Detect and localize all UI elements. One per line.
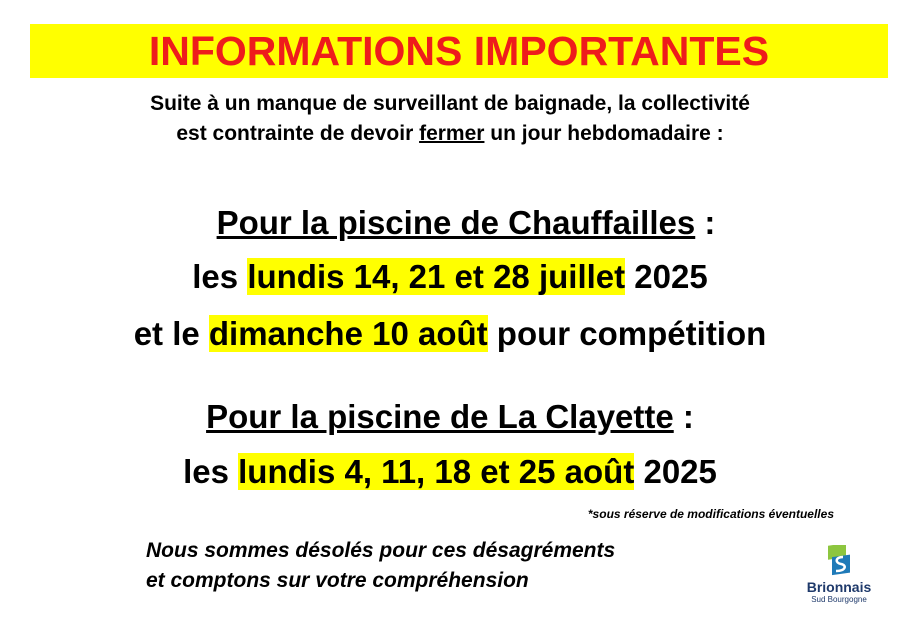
logo-name: Brionnais	[806, 579, 872, 595]
chauffailles-extra-date	[0, 314, 900, 354]
brionnais-logo	[798, 545, 880, 609]
page-title: INFORMATIONS IMPORTANTES	[148, 28, 770, 74]
chauffailles-heading-colon: :	[695, 204, 716, 241]
intro-line-2	[0, 119, 900, 149]
chauffailles-dates	[0, 257, 900, 297]
la-clayette-heading-colon: :	[673, 398, 694, 435]
chauffailles-dates-highlight: lundis 14, 21 et 28 juillet	[247, 258, 626, 295]
header-banner	[30, 24, 888, 78]
chauffailles-extra-highlight: dimanche 10 août	[208, 315, 488, 352]
intro-line-2-start: est contrainte de devoir	[176, 122, 420, 145]
chauffailles-dates-prefix: les	[192, 258, 248, 295]
closing-message	[146, 536, 615, 596]
intro-line-2-end: un jour hebdomadaire :	[484, 122, 724, 145]
chauffailles-extra-suffix: pour compétition	[487, 315, 767, 352]
chauffailles-heading-text: Pour la piscine de Chauffailles	[216, 204, 696, 241]
disclaimer-note: *sous réserve de modifications éventuelles	[587, 507, 834, 521]
intro-text	[0, 89, 900, 149]
chauffailles-extra-prefix: et le	[133, 315, 209, 352]
intro-underlined-word: fermer	[419, 122, 485, 145]
chauffailles-dates-year: 2025	[625, 258, 708, 295]
la-clayette-dates	[0, 452, 900, 492]
la-clayette-heading-text: Pour la piscine de La Clayette	[206, 398, 674, 435]
la-clayette-dates-highlight: lundis 4, 11, 18 et 25 août	[238, 453, 635, 490]
brionnais-logo-icon	[826, 545, 852, 579]
la-clayette-heading	[0, 397, 900, 437]
closing-line-1: Nous sommes désolés pour ces désagréments	[146, 539, 616, 562]
la-clayette-dates-prefix: les	[183, 453, 239, 490]
la-clayette-dates-year: 2025	[634, 453, 717, 490]
intro-line-1: Suite à un manque de surveillant de baignade, la collectivité	[150, 92, 750, 115]
logo-subtitle: Sud Bourgogne	[811, 595, 867, 604]
chauffailles-heading	[16, 203, 900, 243]
closing-line-2: et comptons sur votre compréhension	[146, 569, 529, 592]
